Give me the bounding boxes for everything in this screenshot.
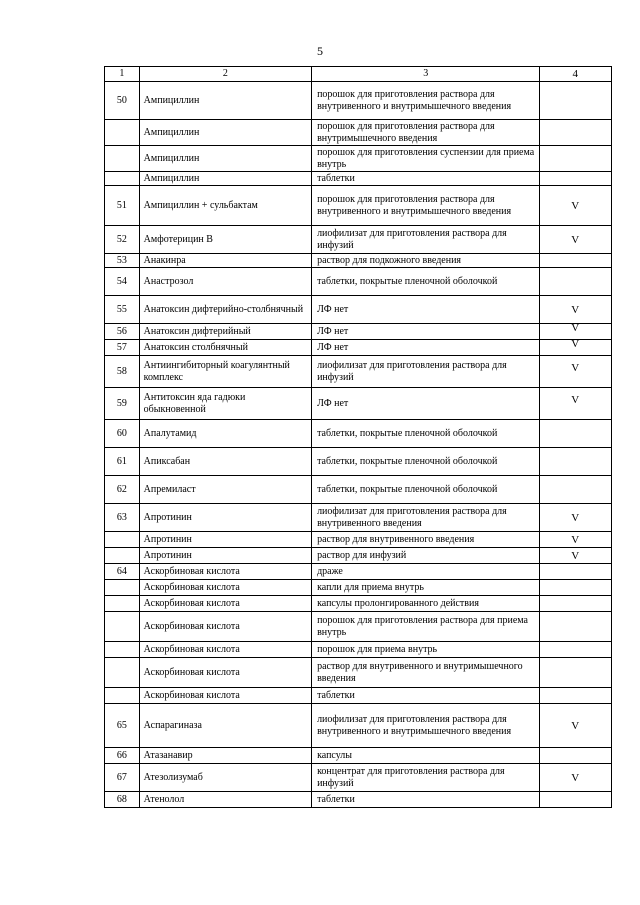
row-number bbox=[105, 688, 140, 704]
dosage-form: таблетки, покрытые пленочной оболочкой bbox=[312, 420, 539, 448]
mark-cell bbox=[539, 548, 611, 564]
dosage-form: раствор для внутривенного введения bbox=[312, 532, 539, 548]
mark-cell bbox=[539, 764, 611, 792]
v-mark: V bbox=[571, 549, 580, 562]
mark-cell bbox=[539, 340, 611, 356]
row-number bbox=[105, 612, 140, 642]
drug-table bbox=[104, 66, 612, 808]
table-row bbox=[105, 120, 612, 146]
row-number: 52 bbox=[105, 226, 140, 254]
mark-cell bbox=[539, 748, 611, 764]
mark-cell bbox=[539, 324, 611, 340]
row-number: 59 bbox=[105, 388, 140, 420]
mark-cell bbox=[539, 580, 611, 596]
row-number bbox=[105, 146, 140, 172]
drug-name: Аспарагиназа bbox=[139, 704, 311, 748]
v-mark: V bbox=[571, 393, 580, 406]
drug-name: Ампициллин + сульбактам bbox=[139, 186, 311, 226]
table-row bbox=[105, 254, 612, 268]
row-number: 50 bbox=[105, 82, 140, 120]
drug-name: Атенолол bbox=[139, 792, 311, 808]
row-number: 58 bbox=[105, 356, 140, 388]
table-row bbox=[105, 448, 612, 476]
drug-name: Анатоксин дифтерийно-столбнячный bbox=[139, 296, 311, 324]
row-number: 53 bbox=[105, 254, 140, 268]
mark-cell bbox=[539, 420, 611, 448]
row-number: 60 bbox=[105, 420, 140, 448]
row-number bbox=[105, 658, 140, 688]
mark-cell bbox=[539, 268, 611, 296]
dosage-form: таблетки, покрытые пленочной оболочкой bbox=[312, 268, 539, 296]
table-row bbox=[105, 324, 612, 340]
drug-name: Анатоксин столбнячный bbox=[139, 340, 311, 356]
drug-name: Анатоксин дифтерийный bbox=[139, 324, 311, 340]
table-row bbox=[105, 420, 612, 448]
v-mark: V bbox=[571, 303, 580, 316]
drug-name: Апалутамид bbox=[139, 420, 311, 448]
table-row bbox=[105, 564, 612, 580]
mark-cell bbox=[539, 476, 611, 504]
dosage-form: капли для приема внутрь bbox=[312, 580, 539, 596]
header-col-2: 2 bbox=[139, 67, 311, 82]
table-row bbox=[105, 146, 612, 172]
table-row bbox=[105, 704, 612, 748]
drug-name: Апротинин bbox=[139, 504, 311, 532]
dosage-form: ЛФ нет bbox=[312, 388, 539, 420]
row-number bbox=[105, 548, 140, 564]
drug-name: Апремиласт bbox=[139, 476, 311, 504]
row-number: 61 bbox=[105, 448, 140, 476]
table-row bbox=[105, 764, 612, 792]
v-mark: V bbox=[571, 719, 580, 732]
v-mark: V bbox=[571, 511, 580, 524]
row-number: 55 bbox=[105, 296, 140, 324]
dosage-form: порошок для приготовления раствора для внутривенного и внутримышечного введения bbox=[312, 82, 539, 120]
drug-name: Аскорбиновая кислота bbox=[139, 688, 311, 704]
dosage-form: лиофилизат для приготовления раствора для внутривенного введения bbox=[312, 504, 539, 532]
row-number: 51 bbox=[105, 186, 140, 226]
row-number: 56 bbox=[105, 324, 140, 340]
dosage-form: таблетки bbox=[312, 792, 539, 808]
dosage-form: таблетки, покрытые пленочной оболочкой bbox=[312, 448, 539, 476]
table-row bbox=[105, 504, 612, 532]
mark-cell bbox=[539, 792, 611, 808]
drug-name: Апиксабан bbox=[139, 448, 311, 476]
table-row bbox=[105, 476, 612, 504]
drug-name: Ампициллин bbox=[139, 172, 311, 186]
row-number bbox=[105, 532, 140, 548]
drug-name: Анастрозол bbox=[139, 268, 311, 296]
mark-cell bbox=[539, 658, 611, 688]
drug-name: Апротинин bbox=[139, 548, 311, 564]
dosage-form: ЛФ нет bbox=[312, 296, 539, 324]
dosage-form: раствор для подкожного введения bbox=[312, 254, 539, 268]
table-row bbox=[105, 548, 612, 564]
table-row bbox=[105, 296, 612, 324]
dosage-form: порошок для приготовления раствора для внутривенного и внутримышечного введения bbox=[312, 186, 539, 226]
v-mark: V bbox=[571, 339, 580, 350]
table-row bbox=[105, 356, 612, 388]
row-number: 67 bbox=[105, 764, 140, 792]
mark-cell bbox=[539, 688, 611, 704]
table-row bbox=[105, 642, 612, 658]
table-row bbox=[105, 532, 612, 548]
row-number bbox=[105, 580, 140, 596]
dosage-form: порошок для приготовления раствора для приема внутрь bbox=[312, 612, 539, 642]
drug-name: Аскорбиновая кислота bbox=[139, 612, 311, 642]
drug-name: Анакинра bbox=[139, 254, 311, 268]
table-row bbox=[105, 612, 612, 642]
mark-cell bbox=[539, 504, 611, 532]
header-col-3: 3 bbox=[312, 67, 539, 82]
mark-cell bbox=[539, 448, 611, 476]
row-number bbox=[105, 596, 140, 612]
row-number bbox=[105, 642, 140, 658]
mark-cell bbox=[539, 172, 611, 186]
dosage-form: таблетки bbox=[312, 688, 539, 704]
v-mark: V bbox=[571, 233, 580, 246]
drug-name: Антиингибиторный коагулянтный комплекс bbox=[139, 356, 311, 388]
row-number: 66 bbox=[105, 748, 140, 764]
mark-cell bbox=[539, 296, 611, 324]
row-number: 64 bbox=[105, 564, 140, 580]
drug-name: Аскорбиновая кислота bbox=[139, 580, 311, 596]
mark-cell bbox=[539, 612, 611, 642]
dosage-form: концентрат для приготовления раствора для инфузий bbox=[312, 764, 539, 792]
dosage-form: таблетки bbox=[312, 172, 539, 186]
v-mark: V bbox=[571, 323, 580, 334]
mark-cell bbox=[539, 226, 611, 254]
drug-name: Ампициллин bbox=[139, 120, 311, 146]
dosage-form: ЛФ нет bbox=[312, 340, 539, 356]
row-number: 62 bbox=[105, 476, 140, 504]
v-mark: V bbox=[571, 771, 580, 784]
drug-name: Аскорбиновая кислота bbox=[139, 596, 311, 612]
row-number: 63 bbox=[105, 504, 140, 532]
table-row bbox=[105, 172, 612, 186]
dosage-form: капсулы пролонгированного действия bbox=[312, 596, 539, 612]
table-row bbox=[105, 596, 612, 612]
dosage-form: драже bbox=[312, 564, 539, 580]
row-number bbox=[105, 120, 140, 146]
row-number bbox=[105, 172, 140, 186]
drug-name: Ампициллин bbox=[139, 82, 311, 120]
mark-cell bbox=[539, 704, 611, 748]
dosage-form: порошок для приема внутрь bbox=[312, 642, 539, 658]
table-row bbox=[105, 580, 612, 596]
table-row bbox=[105, 82, 612, 120]
v-mark: V bbox=[571, 361, 580, 374]
dosage-form: капсулы bbox=[312, 748, 539, 764]
dosage-form: порошок для приготовления суспензии для приема внутрь bbox=[312, 146, 539, 172]
drug-name: Аскорбиновая кислота bbox=[139, 658, 311, 688]
drug-name: Аскорбиновая кислота bbox=[139, 564, 311, 580]
dosage-form: ЛФ нет bbox=[312, 324, 539, 340]
mark-cell bbox=[539, 254, 611, 268]
mark-cell bbox=[539, 596, 611, 612]
dosage-form: порошок для приготовления раствора для внутримышечного введения bbox=[312, 120, 539, 146]
table-row bbox=[105, 792, 612, 808]
mark-cell bbox=[539, 532, 611, 548]
table-row bbox=[105, 658, 612, 688]
dosage-form: лиофилизат для приготовления раствора для внутривенного и внутримышечного введения bbox=[312, 704, 539, 748]
mark-cell bbox=[539, 186, 611, 226]
drug-name: Апротинин bbox=[139, 532, 311, 548]
mark-cell bbox=[539, 120, 611, 146]
table-row bbox=[105, 186, 612, 226]
row-number: 54 bbox=[105, 268, 140, 296]
dosage-form: таблетки, покрытые пленочной оболочкой bbox=[312, 476, 539, 504]
drug-name: Ампициллин bbox=[139, 146, 311, 172]
dosage-form: лиофилизат для приготовления раствора для инфузий bbox=[312, 356, 539, 388]
dosage-form: раствор для внутривенного и внутримышечного введения bbox=[312, 658, 539, 688]
table-row bbox=[105, 388, 612, 420]
mark-cell bbox=[539, 564, 611, 580]
header-col-1: 1 bbox=[105, 67, 140, 82]
drug-name: Аскорбиновая кислота bbox=[139, 642, 311, 658]
table-row bbox=[105, 268, 612, 296]
v-mark: V bbox=[571, 533, 580, 546]
table-row bbox=[105, 226, 612, 254]
drug-name: Атезолизумаб bbox=[139, 764, 311, 792]
table-row bbox=[105, 340, 612, 356]
header-row bbox=[105, 67, 612, 82]
v-mark: V bbox=[571, 199, 580, 212]
mark-cell bbox=[539, 642, 611, 658]
drug-name: Амфотерицин В bbox=[139, 226, 311, 254]
row-number: 57 bbox=[105, 340, 140, 356]
table-row bbox=[105, 688, 612, 704]
dosage-form: лиофилизат для приготовления раствора для инфузий bbox=[312, 226, 539, 254]
header-col-4: 4 bbox=[539, 67, 611, 82]
page-number: 5 bbox=[317, 44, 323, 58]
drug-name: Антитоксин яда гадюки обыкновенной bbox=[139, 388, 311, 420]
drug-name: Атазанавир bbox=[139, 748, 311, 764]
mark-cell bbox=[539, 356, 611, 388]
mark-cell bbox=[539, 146, 611, 172]
row-number: 68 bbox=[105, 792, 140, 808]
dosage-form: раствор для инфузий bbox=[312, 548, 539, 564]
table-row bbox=[105, 748, 612, 764]
mark-cell bbox=[539, 388, 611, 420]
mark-cell bbox=[539, 82, 611, 120]
row-number: 65 bbox=[105, 704, 140, 748]
